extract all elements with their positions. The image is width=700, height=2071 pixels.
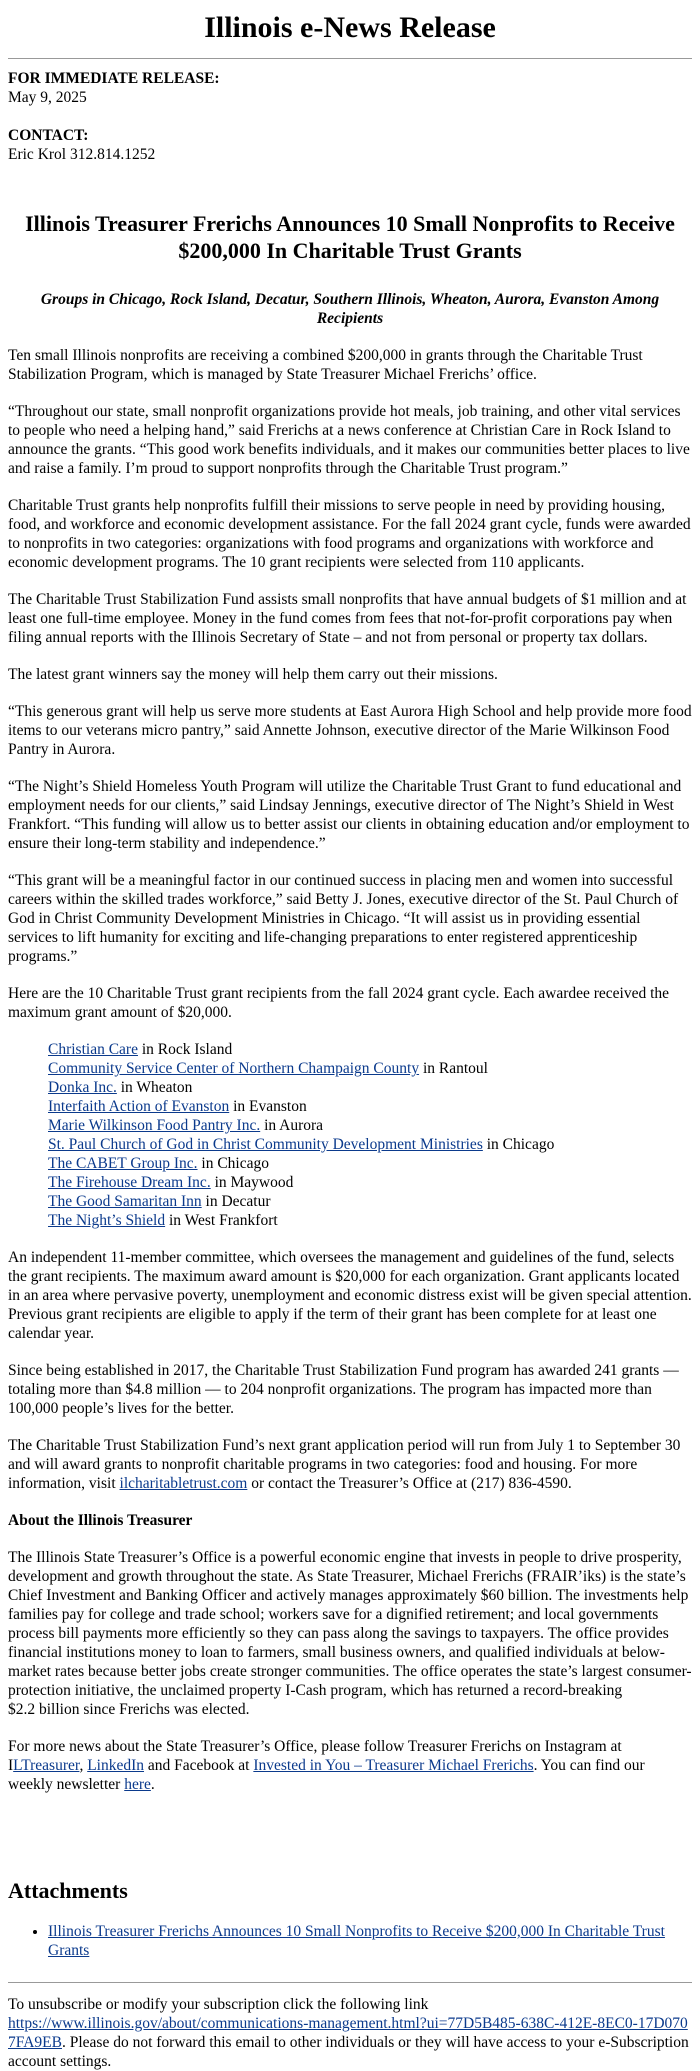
footer-text: [8, 1995, 692, 2071]
recipient-link[interactable]: The Night’s Shield: [48, 1212, 166, 1229]
paragraph: “This generous grant will help us serve more students at East Aurora High School and help provide more food items to our veterans micro pantry,” said Annette Johnson, executive director of the Marie Wilkinson Food Pantry in Aurora.: [8, 703, 692, 758]
list-item: [48, 1078, 692, 1097]
list-item: [48, 1059, 692, 1078]
recipient-list: [8, 1040, 692, 1230]
recipient-location: in Rock Island: [137, 1041, 233, 1058]
list-item: [48, 1135, 692, 1154]
social-paragraph: [8, 1737, 692, 1794]
recipient-link[interactable]: The Good Samaritan Inn: [48, 1193, 202, 1210]
recipient-link[interactable]: The CABET Group Inc.: [48, 1155, 198, 1172]
header-divider: [8, 58, 692, 59]
paragraph: An independent 11-member committee, which oversees the management and guidelines of the fund, selects the grant recipients. The maximum award amount is $20,000 for each organization. Grant applicants located in an area where pervasive poverty, unemployment and economic distress exist will be given special attention. Previous grant recipients are eligible to apply if the term of their grant has been complete for at least one calendar year.: [8, 1249, 692, 1342]
list-item: [48, 1116, 692, 1135]
recipient-location: in Evanston: [229, 1098, 307, 1115]
paragraph: “The Night’s Shield Homeless Youth Program will utilize the Charitable Trust Grant to fund educational and employment needs for our clients,” said Lindsay Jennings, executive director of The Night’s Shield in West Frankfort. “This funding will allow us to better assist our clients in obtaining education and/or employment to ensure their long-term stability and independence.”: [8, 778, 690, 852]
recipient-location: in Rantoul: [419, 1060, 488, 1077]
recipient-link[interactable]: Interfaith Action of Evanston: [48, 1098, 230, 1115]
list-item: [48, 1211, 692, 1230]
about-paragraph: [8, 1548, 692, 1719]
contact-value: Eric Krol 312.814.1252: [8, 146, 156, 163]
recipient-link[interactable]: Community Service Center of Northern Champaign County: [48, 1060, 420, 1077]
social-text-end: .: [150, 1776, 155, 1793]
linkedin-link[interactable]: LinkedIn: [87, 1757, 145, 1774]
about-tail: $2.2 billion since Frerichs was elected.: [8, 1701, 250, 1718]
social-text: For more news about the State Treasurer’s Office, please follow Treasurer Frerichs on Instagram at I: [8, 1738, 622, 1774]
unsubscribe-link[interactable]: https://www.illinois.gov/about/communications-management.html?ui=77D5B485-638C-412E-8EC0-17D0707FA9EB: [8, 2015, 688, 2051]
recipient-location: in West Frankfort: [165, 1212, 278, 1229]
headline: Illinois Treasurer Frerichs Announces 10 Small Nonprofits to Receive $200,000 In Charitable Trust Grants: [25, 211, 675, 263]
instagram-link[interactable]: LTreasurer: [13, 1757, 80, 1774]
attachments-heading: Attachments: [8, 1878, 128, 1903]
social-text-mid: and Facebook at: [144, 1757, 254, 1774]
footer-divider: [8, 1982, 692, 1983]
footer-post: . Please do not forward this email to other individuals or they will have access to your e-Subscription account settings.: [8, 2034, 689, 2070]
about-heading: About the Illinois Treasurer: [8, 1512, 193, 1529]
recipient-link[interactable]: Donka Inc.: [48, 1079, 117, 1096]
recipient-location: in Aurora: [260, 1117, 324, 1134]
contact-block: [8, 126, 692, 164]
recipient-link[interactable]: Christian Care: [48, 1041, 138, 1058]
recipient-link[interactable]: St. Paul Church of God in Christ Community Development Ministries: [48, 1136, 483, 1153]
footer-pre: To unsubscribe or modify your subscription click the following link: [8, 1996, 429, 2013]
recipient-location: in Maywood: [210, 1174, 294, 1191]
recipient-location: in Wheaton: [116, 1079, 193, 1096]
list-item: [48, 1922, 692, 1960]
release-date: May 9, 2025: [8, 89, 87, 106]
list-item: [48, 1173, 692, 1192]
about-text: The Illinois State Treasurer’s Office is a powerful economic engine that invests in people to drive prosperity, development and growth throughout the state. As State Treasurer, Michael Frerichs (FRAIR’iks) is the state’s Chief Investment and Banking Officer and actively manages approximately $60 billion. The investments help families pay for college and trade school; workers save for a dignified retirement; and local governments process bill payments more efficiently so they can pass along the savings to taxpayers. The office provides financial institutions money to loan to farmers, small business owners, and qualified individuals at below-market rates because better jobs create stronger communities. The office operates the state’s largest consumer- protection initiative, the unclaimed property I-Cash program, which has returned a record-breaking: [8, 1549, 692, 1699]
newsletter-link[interactable]: here: [124, 1776, 151, 1793]
paragraph: The latest grant winners say the money will help them carry out their missions.: [8, 666, 498, 683]
next-cycle-text: The Charitable Trust Stabilization Fund’s next grant application period will run from July 1 to September 30 and will award grants to nonprofit charitable programs in two categories: food and housing. For more information, visit: [8, 1437, 681, 1492]
banner-title: Illinois e-News Release: [204, 11, 496, 44]
release-block: [8, 69, 692, 107]
attachment-link[interactable]: Illinois Treasurer Frerichs Announces 10 Small Nonprofits to Receive $200,000 In Charitable Trust Grants: [48, 1923, 665, 1959]
paragraph: “Throughout our state, small nonprofit organizations provide hot meals, job training, and other vital services to people who need a helping hand,” said Frerichs at a news conference at Christian Care in Rock Island to announce the grants. “This good work benefits individuals, and it makes our communities better places to live and raise a family. I’m proud to support nonprofits through the Charitable Trust program.”: [8, 403, 690, 477]
paragraph: Charitable Trust grants help nonprofits fulfill their missions to serve people in need by providing housing, food, and workforce and economic development assistance. For the fall 2024 grant cycle, funds were awarded to nonprofits in two categories: organizations with food programs and organizations with workforce and economic development programs. The 10 grant recipients were selected from 110 applicants.: [8, 497, 691, 571]
social-sep: ,: [79, 1757, 88, 1774]
next-cycle-paragraph: [8, 1436, 692, 1493]
paragraph: “This grant will be a meaningful factor in our continued success in placing men and women into successful careers within the skilled trades workforce,” said Betty J. Jones, executive director of the St. Paul Church of God in Christ Community Development Ministries in Chicago. “It will assist us in providing essential services to lift humanity for exciting and life-changing preparations to enter registered apprenticeship programs.”: [8, 872, 679, 965]
release-label: FOR IMMEDIATE RELEASE:: [8, 70, 220, 87]
subheadline: Groups in Chicago, Rock Island, Decatur, Southern Illinois, Wheaton, Aurora, Evanston Among Recipients: [40, 291, 660, 327]
list-item: [48, 1097, 692, 1116]
paragraph: The Charitable Trust Stabilization Fund assists small nonprofits that have annual budgets of $1 million and at least one full-time employee. Money in the fund comes from fees that not-for-profit corporations pay when filing annual reports with the Illinois Secretary of State – and not from personal or property tax dollars.: [8, 591, 687, 646]
list-item: [48, 1154, 692, 1173]
list-item: [48, 1040, 692, 1059]
attachments-list: [8, 1922, 692, 1960]
recipient-link[interactable]: The Firehouse Dream Inc.: [48, 1174, 211, 1191]
recipient-location: in Decatur: [201, 1193, 271, 1210]
next-cycle-text-end: or contact the Treasurer’s Office at (217) 836-4590.: [247, 1475, 572, 1492]
recipient-location: in Chicago: [197, 1155, 269, 1172]
facebook-link[interactable]: Invested in You – Treasurer Michael Frerichs: [253, 1757, 534, 1774]
list-item: [48, 1192, 692, 1211]
paragraph: Here are the 10 Charitable Trust grant recipients from the fall 2024 grant cycle. Each awardee received the maximum grant amount of $20,000.: [8, 985, 670, 1021]
paragraph: Since being established in 2017, the Charitable Trust Stabilization Fund program has awarded 241 grants — totaling more than $4.8 million — to 204 nonprofit organizations. The program has impacted more than 100,000 people’s lives for the better.: [8, 1362, 679, 1417]
recipient-location: in Chicago: [482, 1136, 555, 1153]
social-text-mid2: . You can find our weekly newsletter: [8, 1757, 645, 1793]
paragraph: Ten small Illinois nonprofits are receiving a combined $200,000 in grants through the Charitable Trust Stabilization Program, which is managed by State Treasurer Michael Frerichs’ office.: [8, 347, 643, 383]
recipient-link[interactable]: Marie Wilkinson Food Pantry Inc.: [48, 1117, 261, 1134]
charitable-trust-link[interactable]: ilcharitabletrust.com: [119, 1475, 248, 1492]
contact-label: CONTACT:: [8, 127, 89, 144]
